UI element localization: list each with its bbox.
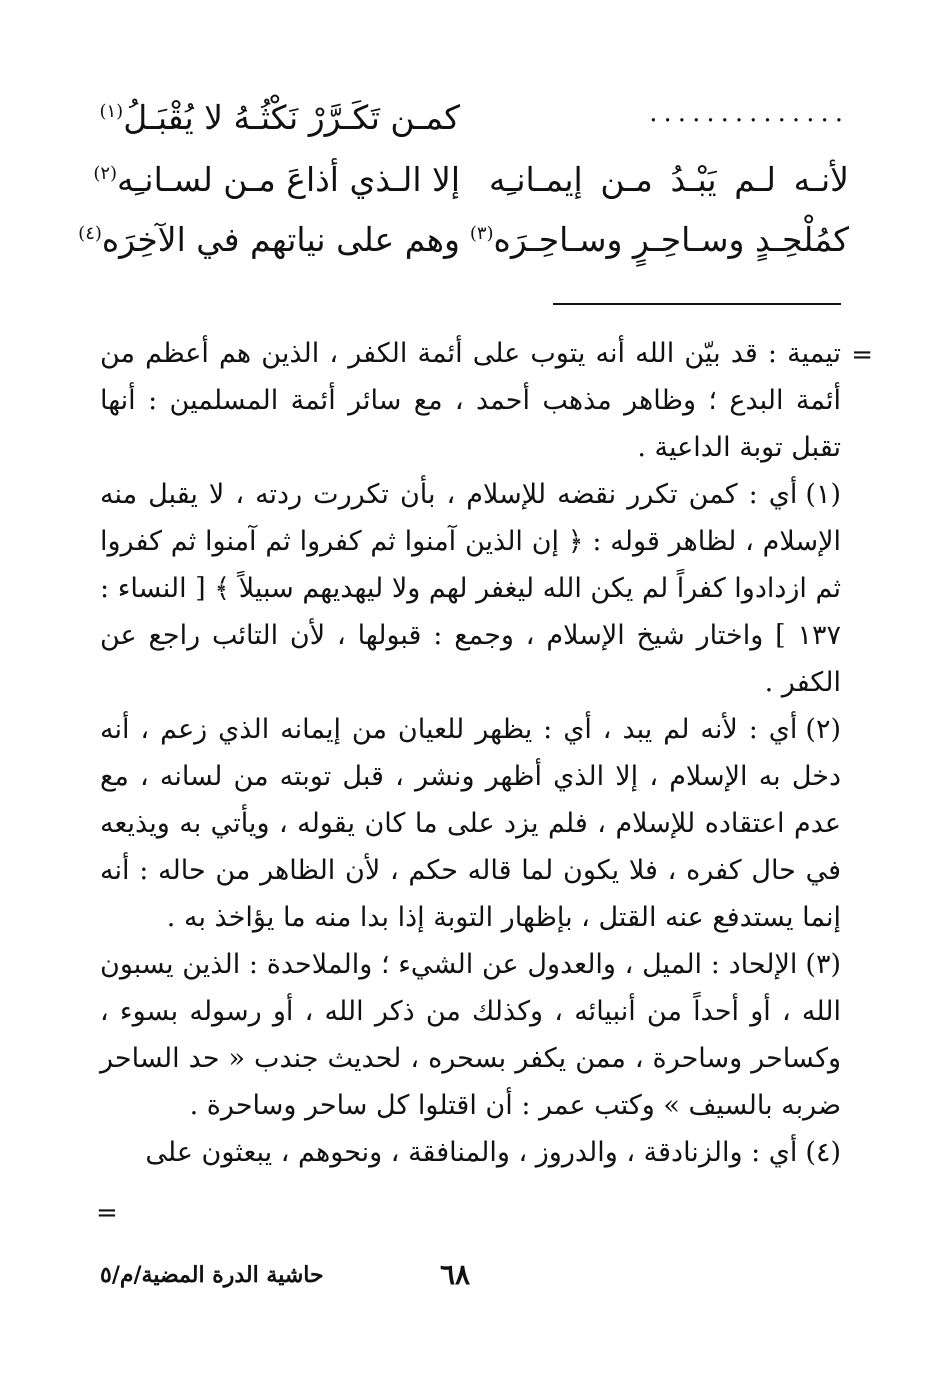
verse-3-second-hemistich [78, 220, 460, 259]
continuation-mark-start: = [851, 340, 873, 370]
verse-3-first-hemistich [469, 220, 849, 259]
verse-3-second-text: وهم على نياتهم في الآخِرَه [101, 220, 460, 259]
footer-book-title: حاشية الدرة المضية/م/٥ [100, 1262, 324, 1288]
footnote-continued [100, 330, 841, 471]
footnote-2 [100, 706, 841, 941]
footnote-1-number: (١) [805, 479, 841, 510]
footnote-2-number: (٢) [805, 714, 841, 745]
verse-1-first-hemistich: .............. [649, 98, 849, 128]
footnote-3-number: (٣) [805, 949, 841, 980]
footnote-ref-4: (٤) [78, 223, 102, 244]
footnote-4-number: (٤) [805, 1137, 841, 1168]
footnote-3 [100, 941, 841, 1129]
continuation-mark-end: = [96, 1198, 118, 1228]
footnote-separator [553, 303, 841, 305]
footnote-ref-2: (٢) [93, 163, 118, 184]
footnote-continued-text: تيمية : قد بيّن الله أنه يتوب على أئمة الكفر ، الذين هم أعظم من أئمة البدع ؛ وظاهر مذهب أحمد ، مع سائر أئمة المسلمين : أنها تقبل توبة الداعية . [100, 338, 841, 463]
footnote-ref-1: (١) [99, 101, 124, 122]
verse-3-first-text: كمُلْحِـدٍ وسـاحِـرٍ وسـاحِـرَه [493, 220, 849, 259]
footnote-3-text: الإلحاد : الميل ، والعدول عن الشيء ؛ والملاحدة : الذين يسبون الله ، أو أحداً من أنبيائه ، وكذلك من ذكر الله ، أو رسوله بسوء ، وكساحر وساحرة ، ممن يكفر بسحره ، لحديث جندب « حد الساحر ضربه بالسيف » وكتب عمر : أن اقتلوا كل ساحر وساحرة . [100, 949, 841, 1121]
footnote-ref-3: (٣) [469, 223, 494, 244]
verse-1-second-text: كمـن تَكَـرَّرْ نَكْثُـهُ لا يُقْبَـلُ [123, 98, 460, 137]
footnote-4-text: أي : والزنادقة ، والدروز ، والمنافقة ، ونحوهم ، يبعثون على [145, 1137, 798, 1168]
verse-2-first-hemistich: لأنـه لـم يَبْـدُ مـن إيمـانـِه [489, 160, 849, 199]
page-number: ٦٨ [440, 1258, 471, 1291]
footnote-1-text: أي : كمن تكرر نقضه للإسلام ، بأن تكررت ردته ، لا يقبل منه الإسلام ، لظاهر قوله : ﴿ إن الذين آمنوا ثم كفروا ثم آمنوا ثم كفروا ثم ازدادوا كفراً لم يكن الله ليغفر لهم ولا ليهديهم سبيلاً ﴾ [ النساء : ١٣٧ ] واختار شيخ الإسلام ، وجمع : قبولها ، لأن التائب راجع عن الكفر . [100, 479, 841, 698]
footnotes [100, 330, 841, 1176]
verse-2-second-hemistich [93, 160, 460, 199]
verse-1-second-hemistich [100, 98, 460, 137]
verse-line-2 [93, 160, 849, 212]
footnote-4 [100, 1129, 841, 1176]
footnote-1 [100, 471, 841, 706]
verse-line-3 [78, 220, 849, 272]
footnote-2-text: أي : لأنه لم يبد ، أي : يظهر للعيان من إيمانه الذي زعم ، أنه دخل به الإسلام ، إلا الذي أظهر ونشر ، قبل توبته من لسانه ، مع عدم اعتقاده للإسلام ، فلم يزد على ما كان يقوله ، ويأتي به ويذيعه في حال كفره ، فلا يكون لما قاله حكم ، لأن الظاهر من حاله : أنه إنما يستدفع عنه القتل ، بإظهار التوبة إذا بدا منه ما يؤاخذ به . [100, 714, 841, 933]
verse-line-1 [100, 98, 849, 150]
verse-2-second-text: إلا الـذي أذاعَ مـن لسـانـِه [117, 160, 460, 199]
